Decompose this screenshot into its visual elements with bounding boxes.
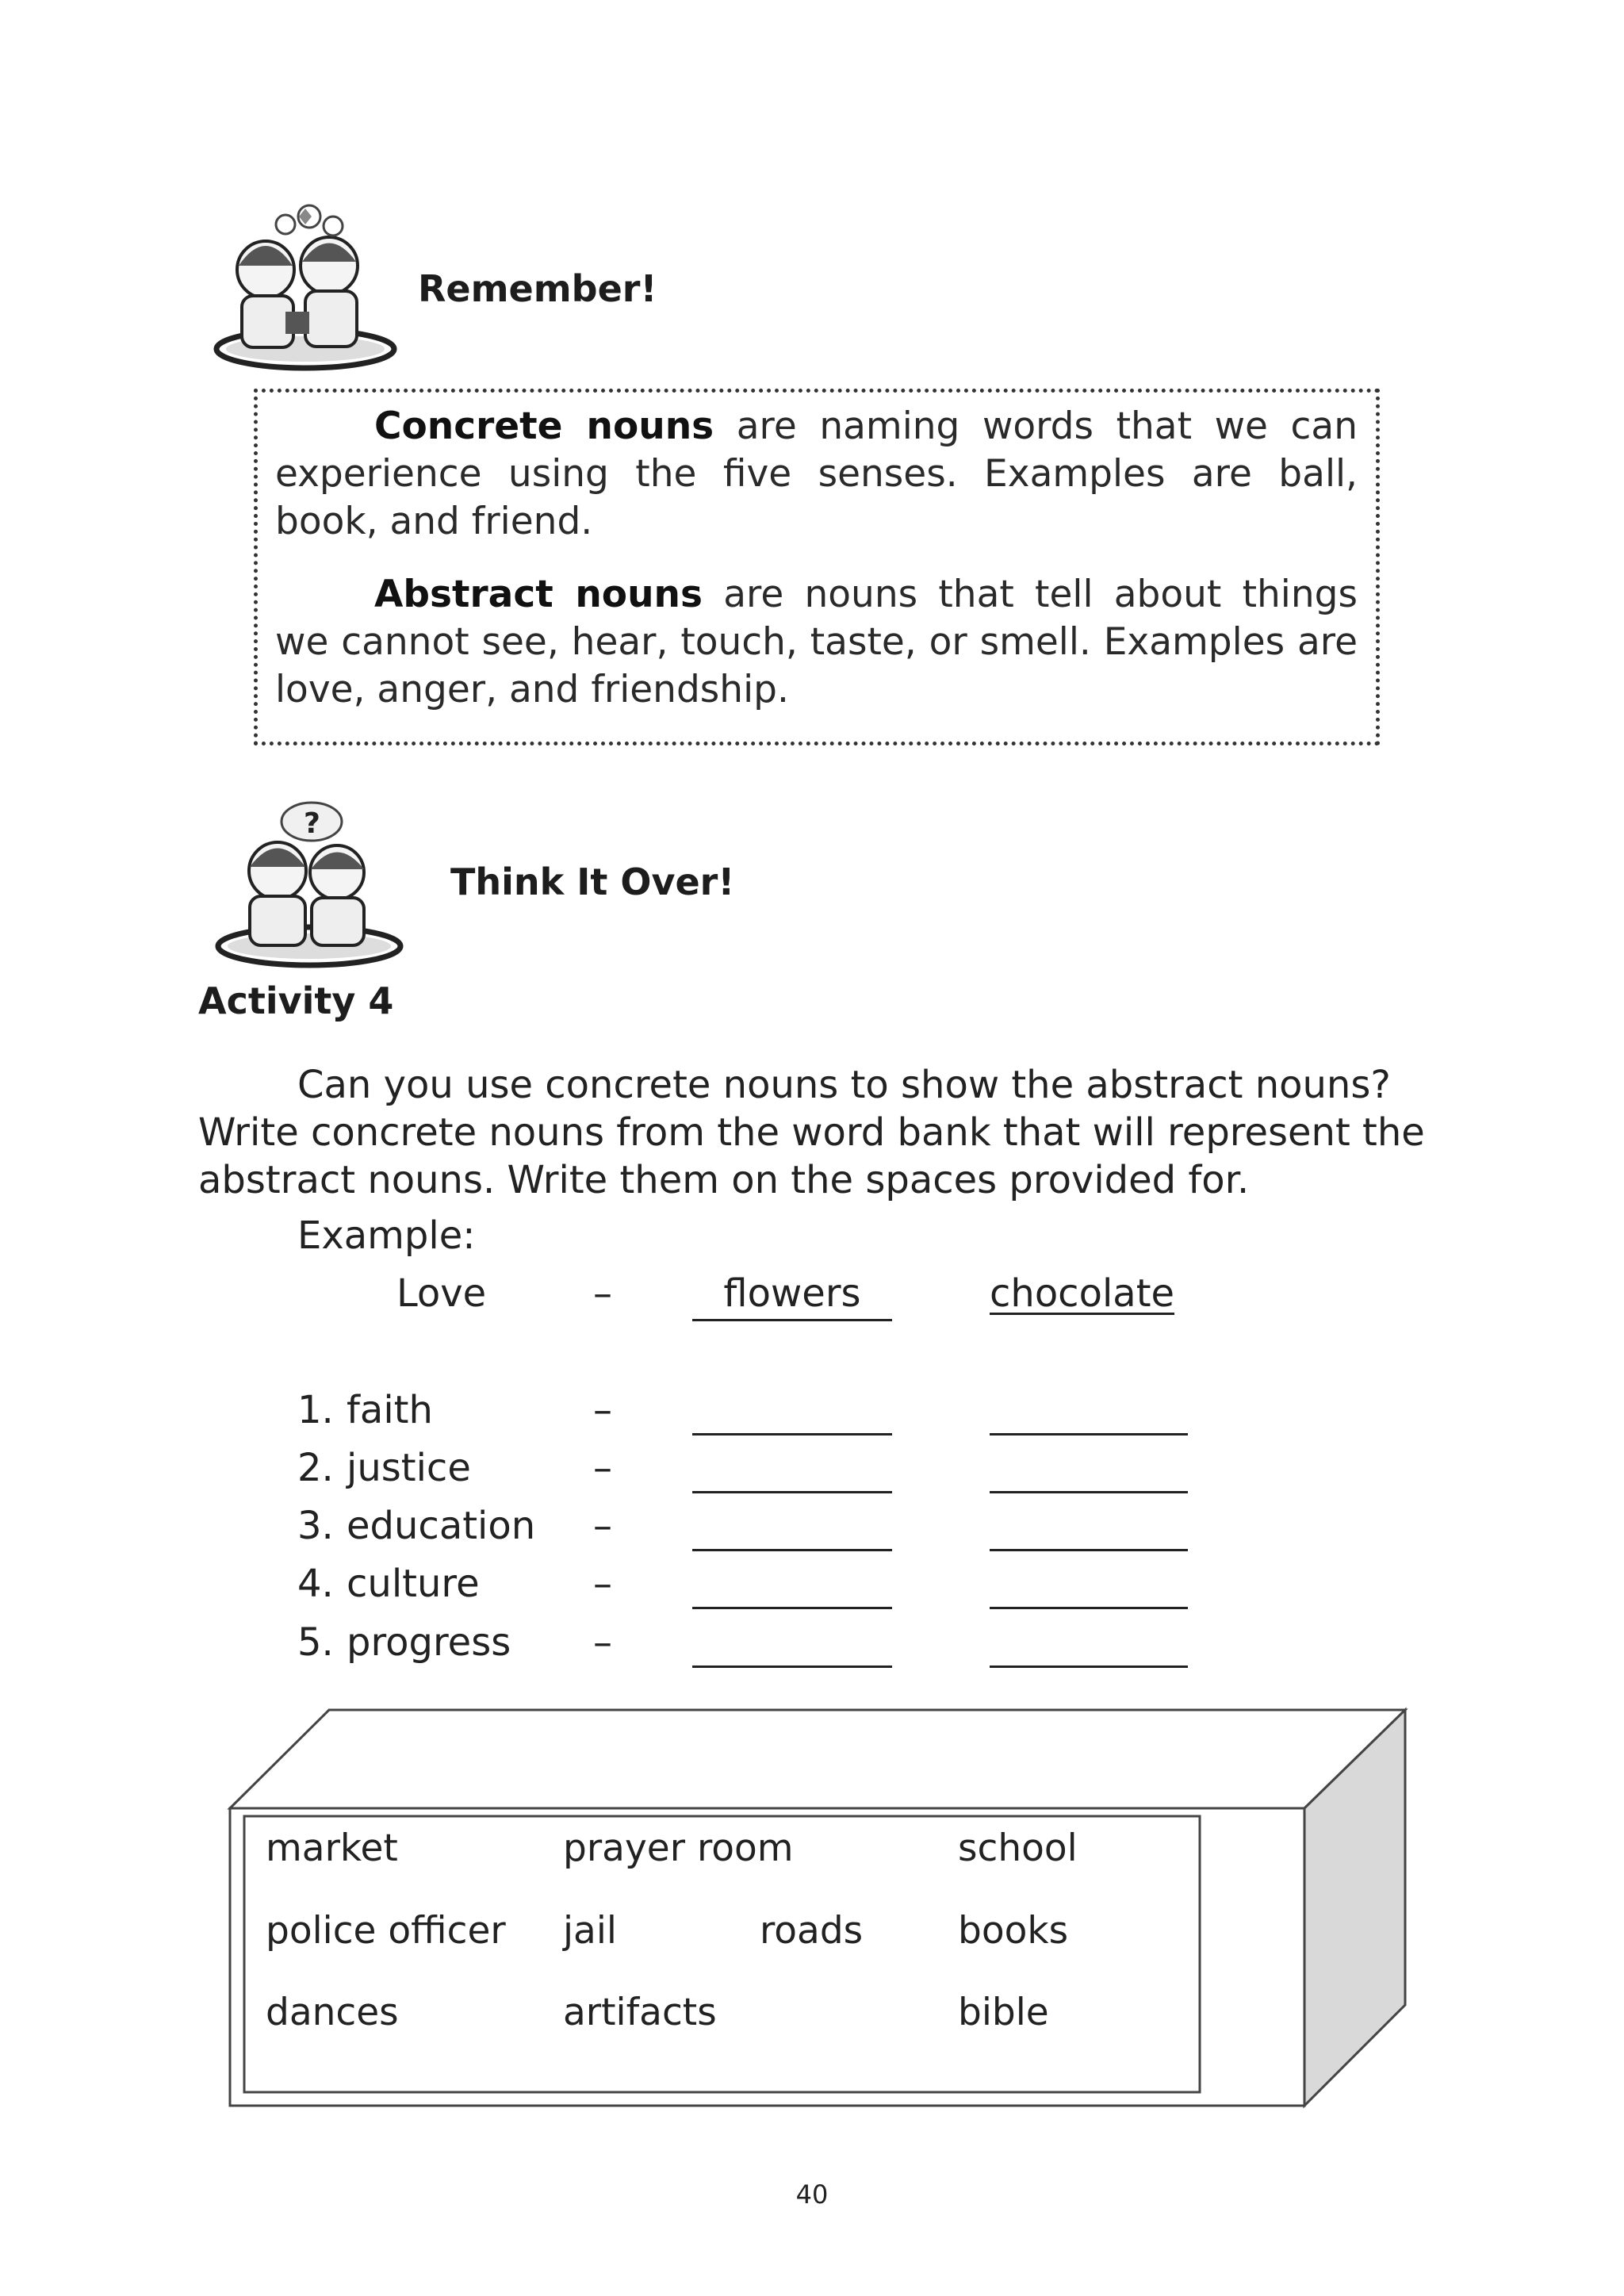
item-1-blank-2[interactable] [990, 1433, 1188, 1435]
item-5-dash: – [593, 1620, 612, 1665]
word-bank-word-books: books [958, 1909, 1069, 1953]
example-label: Example: [297, 1213, 476, 1258]
item-1-number: 1. [297, 1388, 334, 1432]
item-3-blank-2[interactable] [990, 1549, 1188, 1551]
word-bank-word-school: school [958, 1826, 1078, 1870]
concrete-nouns-definition [275, 403, 1358, 546]
abstract-nouns-text: are nouns that tell about things we cannot see, hear, touch, taste, or smell. Examples are love, anger, and friendship. [275, 573, 1358, 711]
item-1-blank-1[interactable] [692, 1433, 892, 1435]
concrete-nouns-text: are naming words that we can experience using the five senses. Examples are ball, book, and friend. [275, 404, 1358, 543]
item-1-dash: – [593, 1388, 612, 1432]
activity-title: Activity 4 [198, 979, 394, 1022]
item-1-word: faith [347, 1388, 433, 1432]
abstract-nouns-definition [275, 571, 1358, 714]
example-dash: – [593, 1271, 612, 1316]
item-2-blank-1[interactable] [692, 1491, 892, 1493]
word-bank-word-market: market [266, 1826, 398, 1870]
instruction-line-2: Write concrete nouns from the word bank that will represent the [198, 1110, 1425, 1155]
svg-text:?: ? [304, 807, 320, 840]
instruction-line-1: Can you use concrete nouns to show the abstract nouns? [297, 1063, 1391, 1107]
item-4-dash: – [593, 1562, 612, 1606]
item-2-blank-2[interactable] [990, 1491, 1188, 1493]
thinking-children-icon [210, 202, 400, 373]
word-bank-word-dances: dances [266, 1991, 399, 2034]
item-4-number: 4. [297, 1562, 334, 1606]
item-3-word: education [347, 1504, 536, 1548]
word-bank-word-bible: bible [958, 1991, 1049, 2034]
item-4-blank-2[interactable] [990, 1607, 1188, 1609]
remember-heading: Remember! [418, 267, 657, 310]
instruction-line-3: abstract nouns. Write them on the spaces provided for. [198, 1158, 1250, 1202]
item-2-dash: – [593, 1446, 612, 1490]
item-5-blank-1[interactable] [692, 1665, 892, 1668]
item-4-word: culture [347, 1562, 480, 1606]
word-bank-word-police-officer: police officer [266, 1909, 506, 1953]
item-3-dash: – [593, 1504, 612, 1548]
item-2-word: justice [347, 1446, 471, 1490]
example-answer-2: chocolate [990, 1271, 1175, 1316]
abstract-nouns-term: Abstract nouns [374, 573, 703, 616]
item-3-blank-1[interactable] [692, 1549, 892, 1551]
page-number: 40 [795, 2179, 829, 2210]
word-bank-word-artifacts: artifacts [563, 1991, 717, 2034]
item-5-number: 5. [297, 1620, 334, 1665]
item-5-word: progress [347, 1620, 511, 1665]
example-answer-1 [692, 1271, 892, 1321]
item-5-blank-2[interactable] [990, 1665, 1188, 1668]
item-4-blank-1[interactable] [692, 1607, 892, 1609]
concrete-nouns-term: Concrete nouns [374, 404, 714, 448]
word-bank-word-roads: roads [760, 1909, 864, 1953]
example-word: Love [396, 1271, 487, 1316]
word-bank-word-jail: jail [563, 1909, 617, 1953]
question-children-icon [210, 799, 408, 970]
item-3-number: 3. [297, 1504, 334, 1548]
example-answer-1-text: flowers [723, 1271, 861, 1316]
word-bank-word-prayer-room: prayer room [563, 1826, 794, 1870]
think-it-over-heading: Think It Over! [450, 861, 735, 903]
item-2-number: 2. [297, 1446, 334, 1490]
